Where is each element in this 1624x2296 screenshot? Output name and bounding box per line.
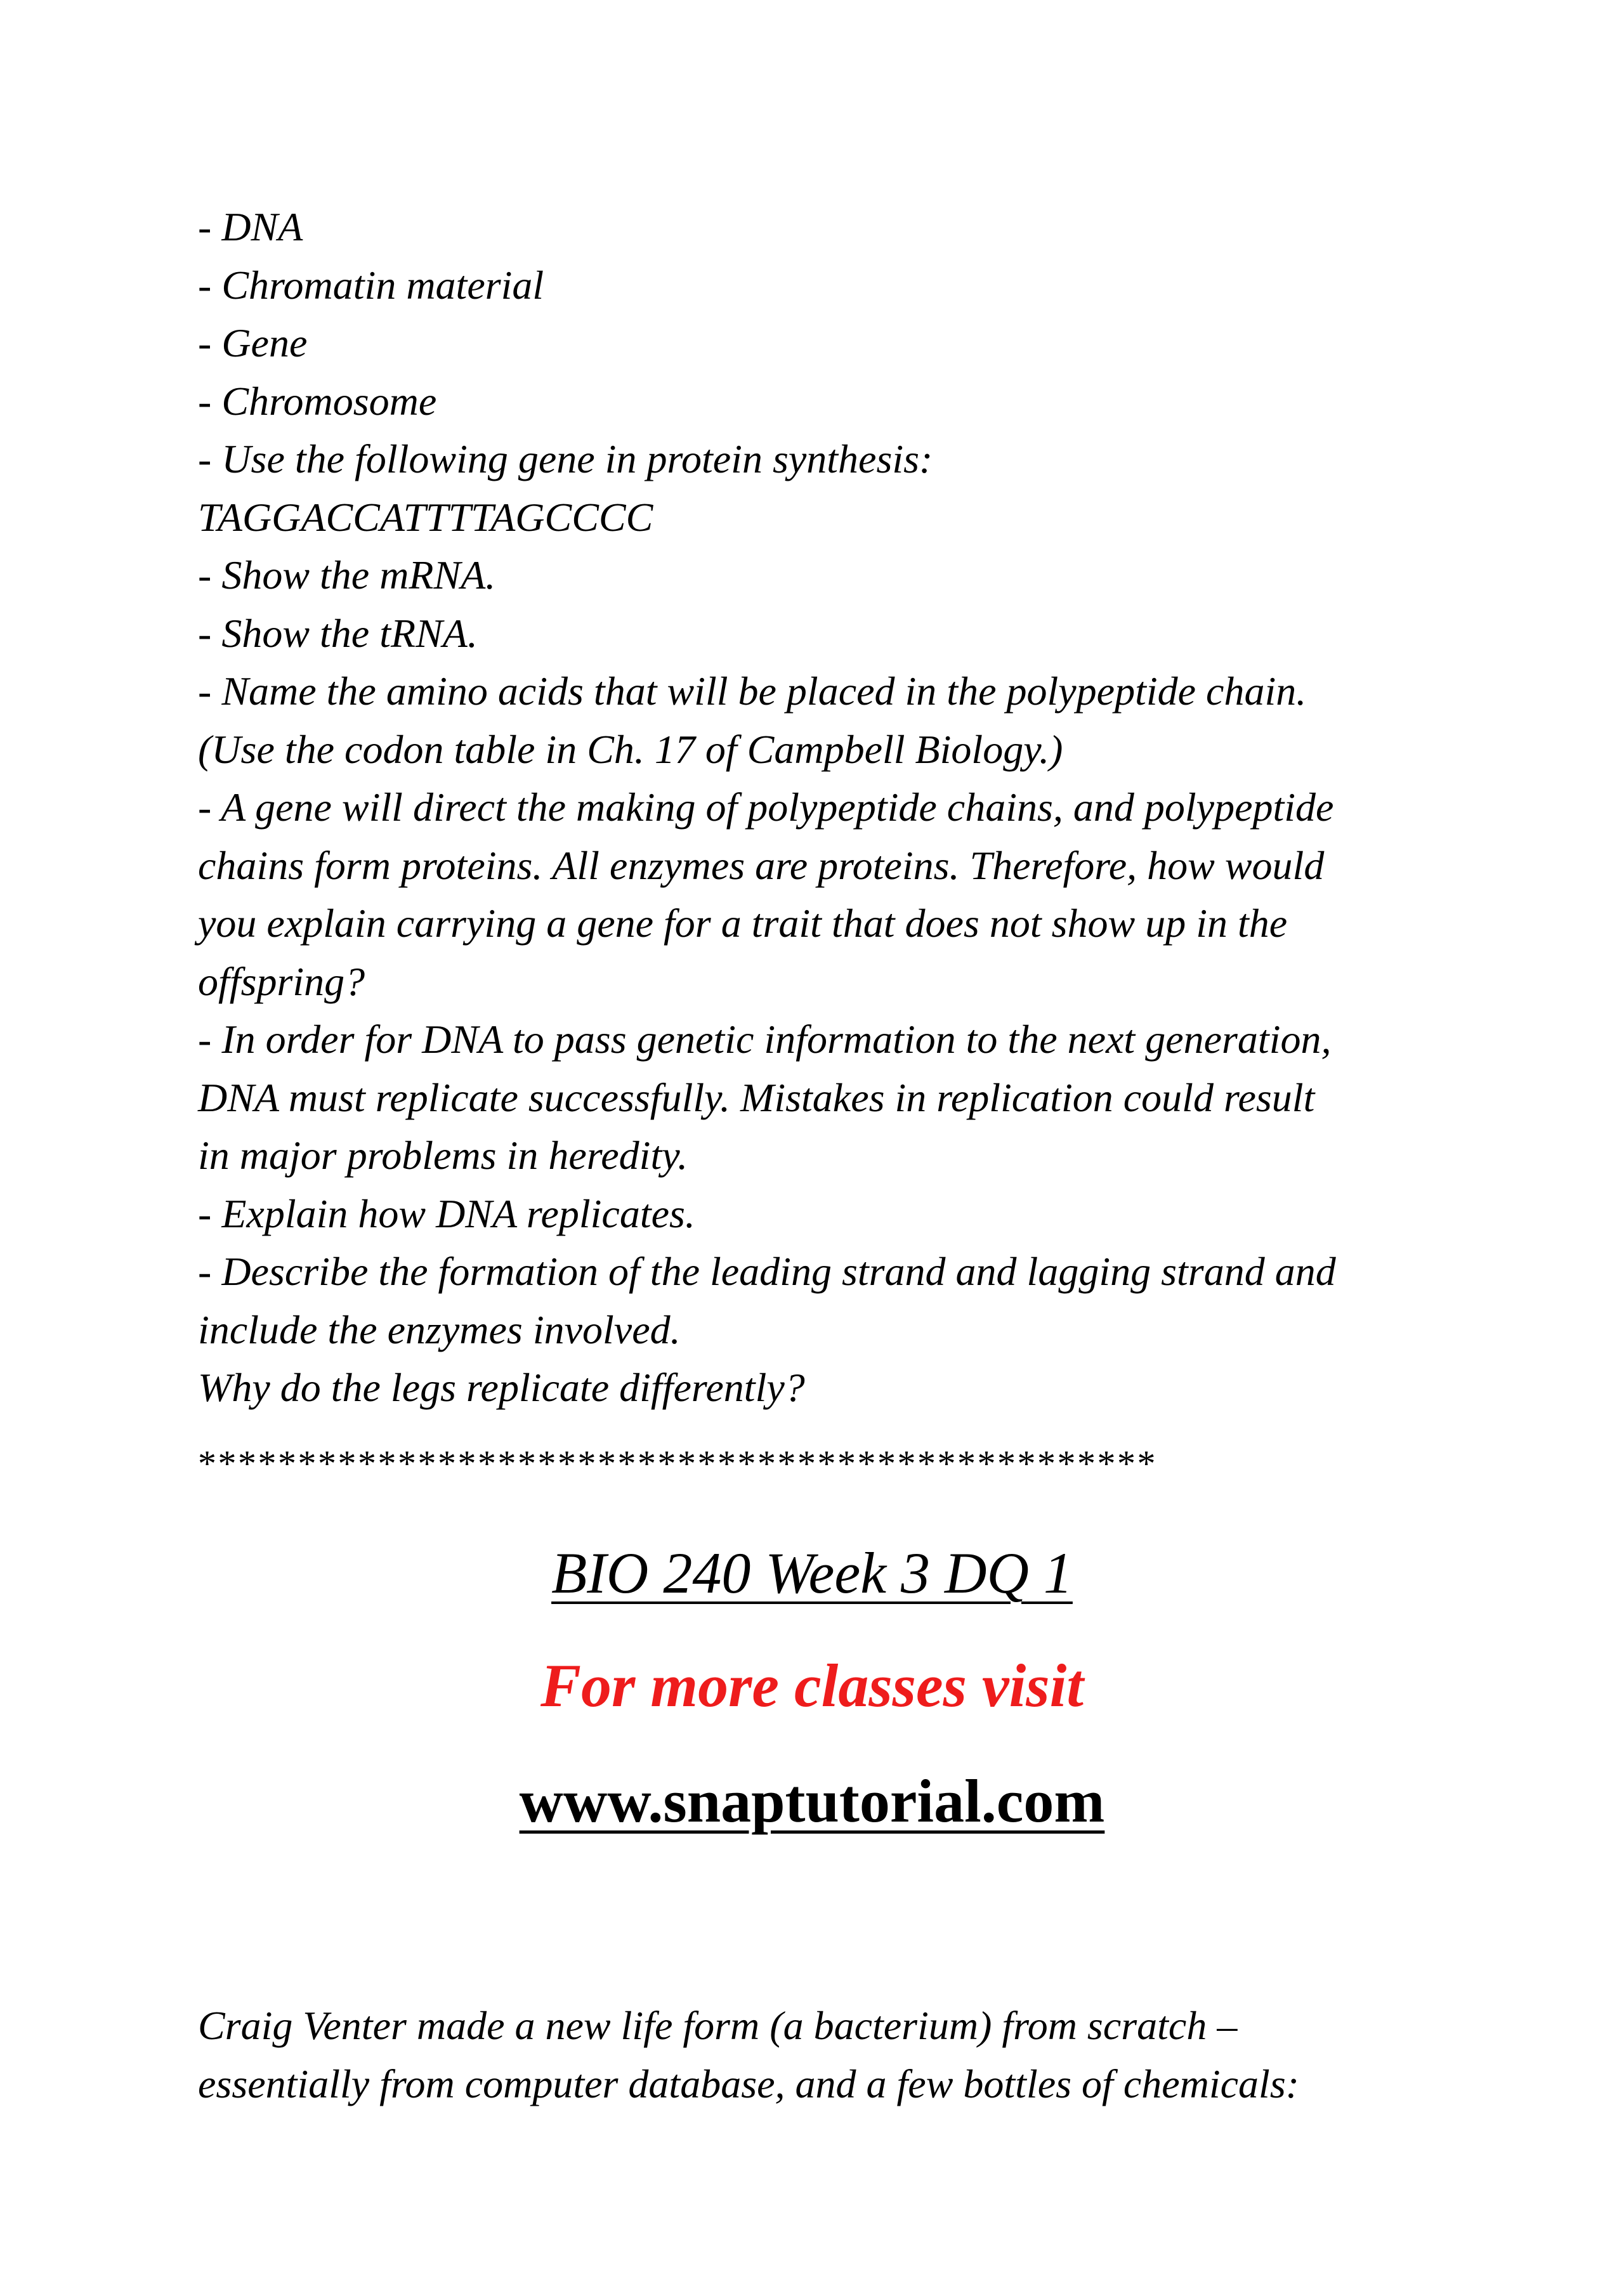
question-line: - Gene	[198, 320, 308, 365]
intro-line: essentially from computer database, and a few bottles of chemicals:	[198, 2061, 1300, 2106]
course-title: BIO 240 Week 3 DQ 1	[551, 1541, 1073, 1605]
question-line: you explain carrying a gene for a trait that does not show up in the	[198, 901, 1288, 946]
promo-text: For more classes visit	[540, 1652, 1084, 1719]
question-line: (Use the codon table in Ch. 17 of Campbell Biology.)	[198, 726, 1063, 772]
question-line: - DNA	[198, 204, 303, 249]
question-line: - Use the following gene in protein synthesis:	[198, 436, 933, 481]
question-line: - Chromatin material	[198, 262, 544, 308]
question-line: include the enzymes involved.	[198, 1307, 681, 1352]
question-line: - Chromosome	[198, 378, 437, 424]
question-line: - Explain how DNA replicates.	[198, 1190, 695, 1236]
intro-paragraph	[198, 1997, 1467, 2113]
gene-sequence: TAGGACCATTTTAGCCCC	[198, 494, 653, 540]
intro-line: Craig Venter made a new life form (a bacterium) from scratch –	[198, 2003, 1238, 2048]
question-line: offspring?	[198, 958, 365, 1004]
question-line: - A gene will direct the making of polypeptide chains, and polypeptide	[198, 785, 1334, 830]
asterisk-separator: ************************************************	[198, 1443, 1157, 1484]
question-list	[198, 198, 1467, 1417]
question-line: DNA must replicate successfully. Mistakes in replication could result	[198, 1074, 1315, 1120]
website-link[interactable]: www.snaptutorial.com	[519, 1767, 1105, 1835]
question-line: - Show the mRNA.	[198, 552, 496, 597]
question-line: Why do the legs replicate differently?	[198, 1365, 805, 1410]
question-line: in major problems in heredity.	[198, 1133, 688, 1178]
question-line: - Show the tRNA.	[198, 610, 478, 656]
question-line: - Describe the formation of the leading strand and lagging strand and	[198, 1249, 1336, 1294]
question-line: - In order for DNA to pass genetic information to the next generation,	[198, 1017, 1332, 1062]
question-line: - Name the amino acids that will be placed in the polypeptide chain.	[198, 669, 1307, 714]
question-line: chains form proteins. All enzymes are proteins. Therefore, how would	[198, 842, 1325, 888]
